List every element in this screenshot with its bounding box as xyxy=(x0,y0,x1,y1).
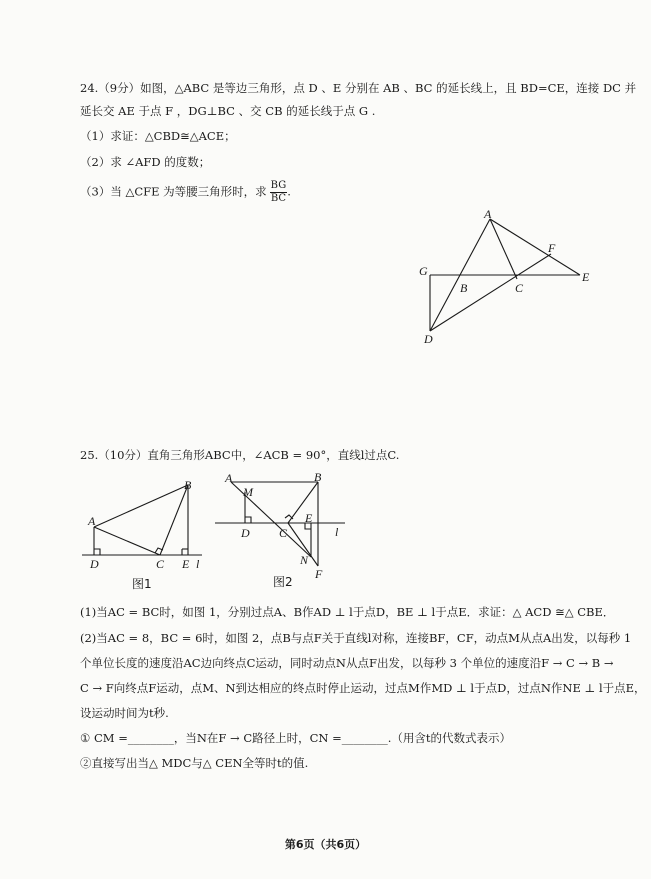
q24-line2: 延长交 AE 于点 F ，DG⊥BC 、交 CB 的延长线于点 G . xyxy=(80,104,376,118)
label-G: G xyxy=(419,264,428,278)
page-footer: 第6页（共6页） xyxy=(284,838,367,851)
label-F: F xyxy=(548,241,556,255)
q25-figure1 xyxy=(80,475,205,595)
label-D: D xyxy=(90,557,99,571)
right-angle-D xyxy=(245,517,251,523)
q24-fraction xyxy=(270,180,288,205)
q25-figure2 xyxy=(215,468,350,593)
label-l: l xyxy=(335,525,339,539)
q24-part3-suffix: . xyxy=(287,184,291,199)
q25-sub1: ① CM =________，当N在F → C路径上时，CN =________.（用含t的代数式表示） xyxy=(80,731,512,745)
q24-part3 xyxy=(80,180,291,205)
label-B: B xyxy=(184,478,192,492)
label-C: C xyxy=(515,281,524,295)
label-B: B xyxy=(460,281,468,295)
q25-part2-line4: 设运动时间为t秒. xyxy=(80,706,169,720)
label-A: A xyxy=(225,471,233,485)
label-N: N xyxy=(300,553,309,567)
q24-part3-prefix: （3）当 △CFE 为等腰三角形时，求 xyxy=(80,184,267,199)
label-E: E xyxy=(182,557,190,571)
label-B: B xyxy=(314,470,322,484)
q24-part1: （1）求证：△CBD≅△ACE； xyxy=(80,129,236,143)
label-D: D xyxy=(424,332,433,346)
q25-line1: 25.（10分）直角三角形ABC中，∠ACB = 90°，直线l过点C. xyxy=(80,448,400,462)
label-l: l xyxy=(196,557,200,571)
label-E: E xyxy=(582,270,590,284)
segment-AE xyxy=(490,219,580,275)
q24-figure xyxy=(410,205,600,350)
label-A: A xyxy=(484,207,492,221)
q24-part2: （2）求 ∠AFD 的度数； xyxy=(80,155,211,169)
right-angle-D xyxy=(94,549,100,555)
segment-DF xyxy=(430,254,551,331)
label-C: C xyxy=(156,557,165,571)
q25-part2-line2: 个单位长度的速度沿AC边向终点C运动，同时动点N从点F出发，以每秒 3 个单位的速度沿F → C → B → xyxy=(80,656,614,670)
fig2-caption: 图2 xyxy=(273,575,293,589)
fig1-caption: 图1 xyxy=(132,577,152,591)
label-A: A xyxy=(88,514,96,528)
label-D: D xyxy=(241,526,250,540)
q25-sub2: ②直接写出当△ MDC与△ CEN全等时t的值. xyxy=(80,756,309,770)
q24-line1: 24.（9分）如图，△ABC 是等边三角形，点 D 、E 分别在 AB 、BC 的延长线上，且 BD=CE，连接 DC 并 xyxy=(80,81,637,95)
q25-part2-line1: (2)当AC = 8，BC = 6时，如图 2，点B与点F关于直线l对称，连接BF，CF，动点M从点A出发，以每秒 1 xyxy=(80,631,632,645)
fraction-denominator: BC xyxy=(270,193,287,204)
q25-part1: (1)当AC = BC时，如图 1，分别过点A、B作AD ⊥ l于点D，BE ⊥ l于点E．求证：△ ACD ≅△ CBE． xyxy=(80,605,615,619)
label-E: E xyxy=(305,511,313,525)
label-M: M xyxy=(243,485,253,499)
segment-AC xyxy=(94,527,160,555)
label-F: F xyxy=(315,567,323,581)
fraction-numerator: BG xyxy=(270,180,287,191)
segment-BC xyxy=(288,482,318,523)
q25-part2-line3: C → F向终点F运动，点M、N到达相应的终点时停止运动，过点M作MD ⊥ l于点D，过点N作NE ⊥ l于点E， xyxy=(80,681,646,695)
label-C: C xyxy=(279,526,288,540)
